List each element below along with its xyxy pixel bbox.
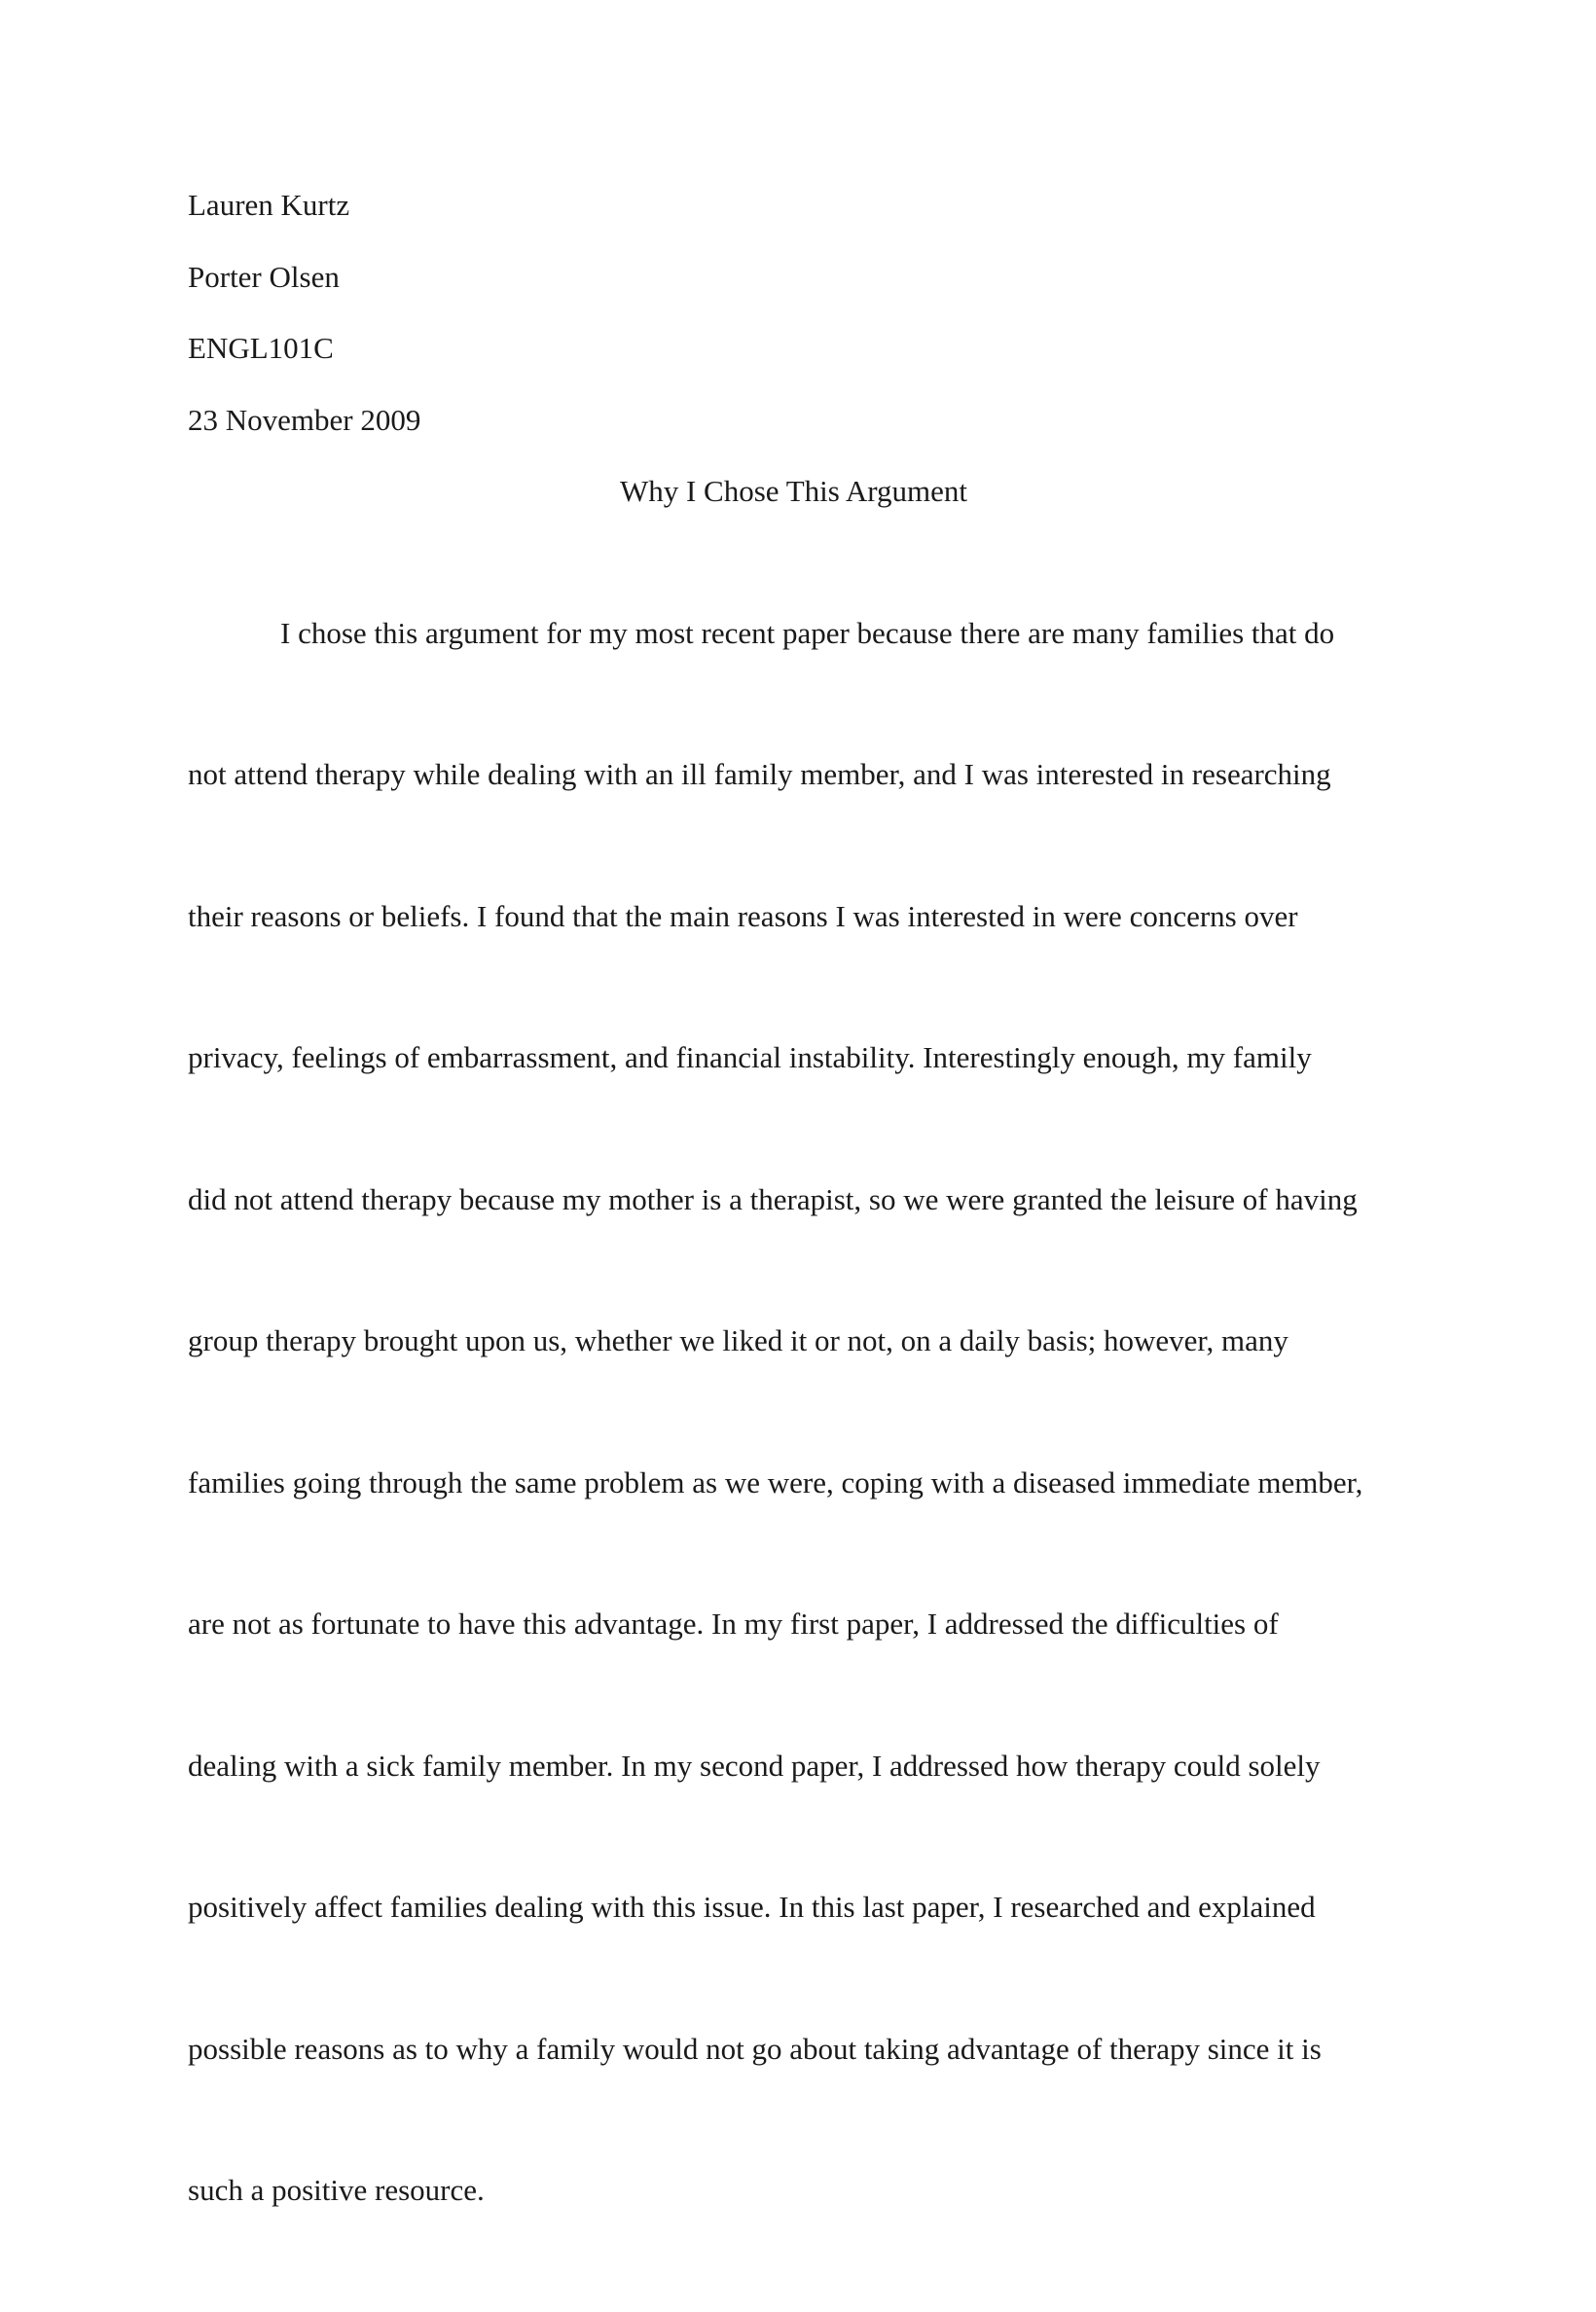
document-date: 23 November 2009 (188, 402, 421, 437)
body-paragraph (188, 543, 1414, 2312)
course-code: ENGL101C (188, 331, 334, 365)
body-line: I chose this argument for my most recent paper because there are many families that do (280, 615, 1335, 650)
body-line: positively affect families dealing with this issue. In this last paper, I researched and explained (188, 1890, 1316, 1924)
body-line: did not attend therapy because my mother is a therapist, so we were granted the leisure of having (188, 1181, 1358, 1216)
document-content (188, 185, 1414, 2312)
document-title: Why I Chose This Argument (619, 474, 968, 508)
body-line: are not as fortunate to have this advantage. In my first paper, I addressed the difficulties of (188, 1607, 1279, 1641)
body-line: group therapy brought upon us, whether we liked it or not, on a daily basis; however, many (188, 1323, 1288, 1357)
body-line: their reasons or beliefs. I found that the main reasons I was interested in were concerns over (188, 898, 1298, 933)
body-line: dealing with a sick family member. In my second paper, I addressed how therapy could solely (188, 1748, 1321, 1783)
body-line: possible reasons as to why a family would not go about taking advantage of therapy since it is (188, 2031, 1322, 2066)
author-name: Lauren Kurtz (188, 188, 350, 222)
body-line: families going through the same problem as we were, coping with a diseased immediate member, (188, 1464, 1363, 1499)
body-line: such a positive resource. (188, 2173, 485, 2207)
instructor-name: Porter Olsen (188, 259, 340, 294)
body-line: privacy, feelings of embarrassment, and financial instability. Interestingly enough, my family (188, 1040, 1312, 1074)
body-line: not attend therapy while dealing with an ill family member, and I was interested in researching (188, 757, 1331, 791)
